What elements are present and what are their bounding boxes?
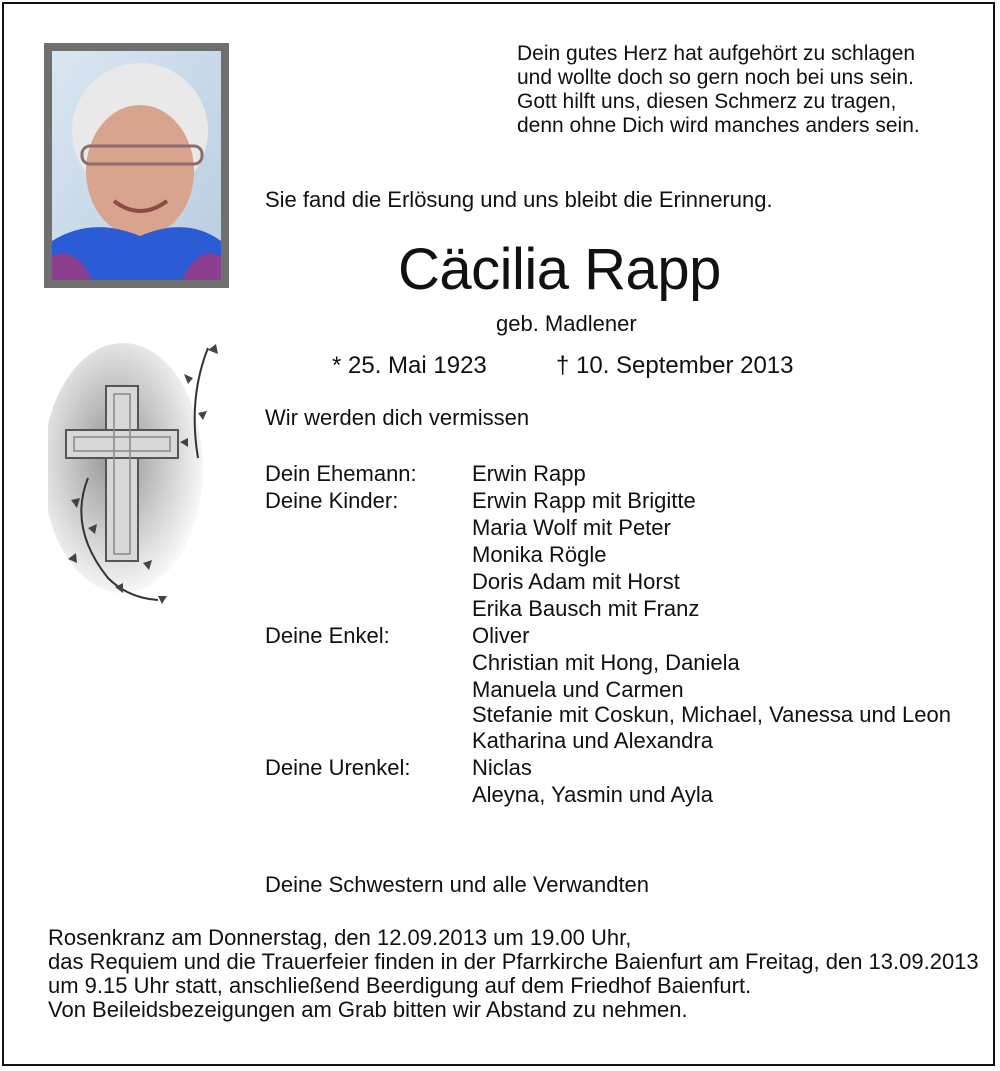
- family-group-label: Deine Enkel:: [265, 623, 390, 648]
- family-member: Erwin Rapp mit Brigitte: [472, 488, 696, 513]
- family-member: Niclas: [472, 755, 532, 780]
- deceased-name: Cäcilia Rapp: [398, 237, 721, 302]
- birth-date: * 25. Mai 1923: [332, 352, 487, 379]
- poem-line: denn ohne Dich wird manches anders sein.: [517, 114, 920, 137]
- maiden-name: geb. Madlener: [496, 311, 637, 336]
- memorial-poem: [517, 42, 920, 138]
- family-member: Christian mit Hong, Daniela: [472, 650, 740, 675]
- family-member: Maria Wolf mit Peter: [472, 515, 671, 540]
- family-group-label: Dein Ehemann:: [265, 461, 417, 486]
- farewell-line: Wir werden dich vermissen: [265, 405, 530, 430]
- family-member: Aleyna, Yasmin und Ayla: [472, 782, 713, 807]
- family-group-great-grandchildren: [265, 754, 982, 808]
- family-member: Manuela und Carmen: [472, 677, 684, 702]
- family-member: Monika Rögle: [472, 542, 607, 567]
- poem-line: Gott hilft uns, diesen Schmerz zu tragen,: [517, 90, 897, 113]
- service-info: [48, 926, 983, 1022]
- cross-ivy-illustration: [48, 338, 226, 608]
- family-group-label: Deine Urenkel:: [265, 755, 411, 780]
- service-line: Von Beileidsbezeigungen am Grab bitten wir Abstand zu nehmen.: [48, 997, 688, 1022]
- family-member: Stefanie mit Coskun, Michael, Vanessa und Leon: [472, 702, 951, 727]
- family-member: Oliver: [472, 623, 530, 648]
- service-line: Rosenkranz am Donnerstag, den 12.09.2013 um 19.00 Uhr,: [48, 925, 632, 950]
- portrait-image: [52, 51, 221, 280]
- family-member: Erika Bausch mit Franz: [472, 596, 700, 621]
- family-group-spouse: [265, 460, 982, 487]
- service-line: das Requiem und die Trauerfeier finden in der Pfarrkirche Baienfurt am Freitag, den 13.09.2013 um 9.15 Uhr statt, anschließend Beerdigung auf dem Friedhof Baienfurt.: [48, 949, 979, 998]
- family-member: Doris Adam mit Horst: [472, 569, 680, 594]
- family-group-label: Deine Kinder:: [265, 488, 399, 513]
- poem-line: und wollte doch so gern noch bei uns sein.: [517, 66, 914, 89]
- relatives-line: Deine Schwestern und alle Verwandten: [265, 872, 650, 897]
- death-date: † 10. September 2013: [556, 352, 794, 379]
- family-group-grandchildren: [265, 622, 982, 754]
- family-member: Erwin Rapp: [472, 461, 586, 486]
- family-list: [265, 460, 982, 808]
- family-group-children: [265, 487, 982, 622]
- intro-line: Sie fand die Erlösung und uns bleibt die Erinnerung.: [265, 187, 773, 212]
- portrait-photo: [44, 43, 229, 288]
- family-member: Katharina und Alexandra: [472, 728, 713, 753]
- poem-line: Dein gutes Herz hat aufgehört zu schlagen: [517, 42, 916, 65]
